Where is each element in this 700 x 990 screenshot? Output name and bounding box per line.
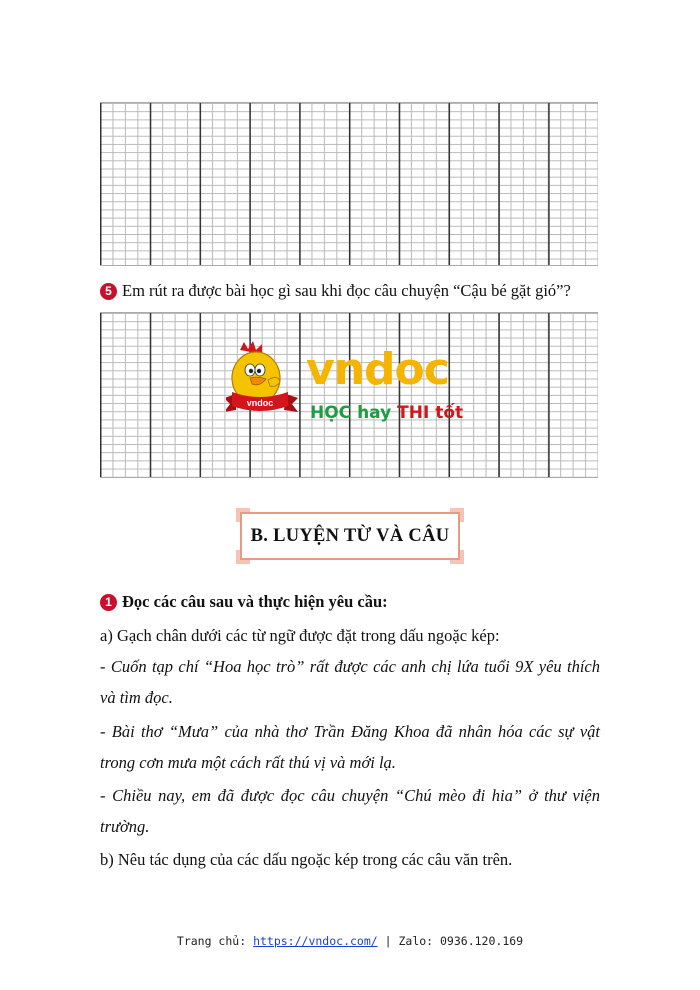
sentence-2-line-1: - Bài thơ “Mưa” của nhà thơ Trần Đăng Khoa đã nhân hóa các sự vật (100, 722, 600, 741)
chicken-mascot-icon (226, 341, 298, 412)
exercise-number-badge: 1 (100, 594, 117, 611)
sentence-2-line-2: trong cơn mưa một cách rất thú vị và mới lạ. (100, 753, 396, 772)
footer-zalo: Zalo: 0936.120.169 (398, 934, 524, 948)
slogan-hay: hay (357, 403, 392, 422)
part-b: b) Nêu tác dụng của các dấu ngoặc kép trong các câu văn trên. (100, 850, 513, 869)
logo-brand-text: vndoc (306, 344, 449, 395)
logo-slogan (310, 402, 463, 422)
part-a: a) Gạch chân dưới các từ ngữ được đặt trong dấu ngoặc kép: (100, 626, 500, 645)
section-header (236, 508, 468, 568)
exercise-1-title-line (100, 592, 388, 612)
sentence-1-line-1: - Cuốn tạp chí “Hoa học trò” rất được các anh chị lứa tuổi 9X yêu thích (100, 657, 600, 676)
footer-label: Trang chủ: (176, 934, 254, 948)
page-footer (0, 934, 700, 948)
exercise-1-title: Đọc các câu sau và thực hiện yêu cầu: (122, 592, 388, 611)
question-5-text: Em rút ra được bài học gì sau khi đọc câu chuyện “Cậu bé gặt gió”? (122, 281, 571, 300)
sentence-1-line-2: và tìm đọc. (100, 688, 173, 707)
slogan-hoc: HỌC (310, 403, 352, 422)
section-title: B. LUYỆN TỪ VÀ CÂU (240, 512, 460, 560)
slogan-thi: THI (397, 403, 430, 422)
vndoc-logo (226, 340, 476, 422)
question-5 (100, 280, 571, 302)
slogan-tot: tốt (435, 403, 464, 422)
question-number-badge: 5 (100, 283, 117, 300)
sentence-3-line-2: trường. (100, 817, 150, 836)
footer-separator: | (377, 934, 399, 948)
logo-ribbon-text: vndoc (246, 398, 274, 408)
homepage-link[interactable]: https://vndoc.com/ (253, 934, 378, 948)
writing-grid-top (100, 102, 598, 266)
sentence-3-line-1: - Chiều nay, em đã được đọc câu chuyện “Chú mèo đi hia” ở thư viện (100, 786, 600, 805)
